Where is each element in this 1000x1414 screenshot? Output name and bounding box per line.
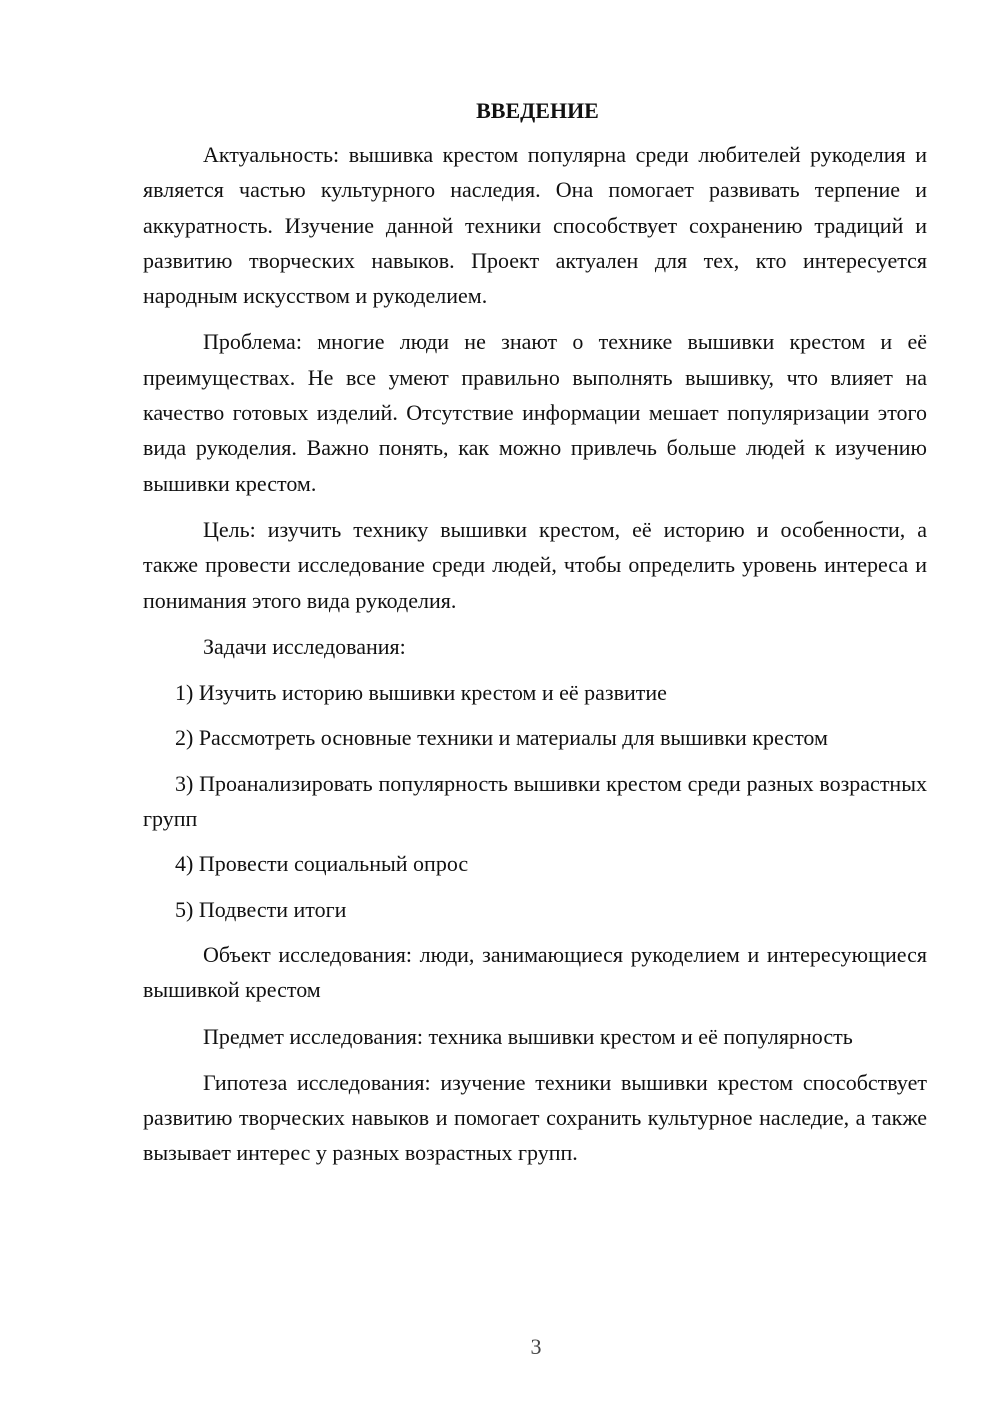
hypothesis-paragraph: Гипотеза исследования: изучение техники вышивки крестом способствует развитию творческих навыков и помогает сохранить культурное наследие, а также вызывает интерес у разных возрастных групп. — [143, 1069, 927, 1166]
task-item: 4) Провести социальный опрос — [175, 851, 469, 877]
task-item: 2) Рассмотреть основные техники и материалы для вышивки крестом — [175, 725, 828, 751]
page-title: ВВЕДЕНИЕ — [476, 98, 599, 123]
page-number: 3 — [530, 1334, 542, 1359]
task-item: 3) Проанализировать популярность вышивки крестом среди разных возрастных групп — [143, 770, 927, 832]
subject-paragraph: Предмет исследования: техника вышивки крестом и её популярность — [203, 1023, 853, 1049]
task-item: 5) Подвести итоги — [175, 896, 347, 922]
goal-paragraph: Цель: изучить технику вышивки крестом, её историю и особенности, а также провести исследование среди людей, чтобы определить уровень интереса и понимания этого вида рукоделия. — [143, 516, 927, 613]
object-paragraph: Объект исследования: люди, занимающиеся рукоделием и интересующиеся вышивкой крестом — [143, 941, 927, 1003]
problem-paragraph: Проблема: многие люди не знают о технике вышивки крестом и её преимуществах. Не все умеют правильно выполнять вышивку, что влияет на качество готовых изделий. Отсутствие информации мешает популяризации этого вида рукоделия. Важно понять, как можно привлечь больше людей к изучению вышивки крестом. — [143, 329, 927, 496]
tasks-list — [143, 675, 927, 927]
page-content — [143, 96, 927, 1182]
tasks-heading: Задачи исследования: — [203, 633, 406, 659]
relevance-paragraph: Актуальность: вышивка крестом популярна среди любителей рукоделия и является частью культурного наследия. Она помогает развивать терпение и аккуратность. Изучение данной техники способствует сохранению традиций и развитию творческих навыков. Проект актуален для тех, кто интересуется народным искусством и рукоделием. — [143, 142, 927, 309]
task-item: 1) Изучить историю вышивки крестом и её развитие — [175, 680, 667, 706]
